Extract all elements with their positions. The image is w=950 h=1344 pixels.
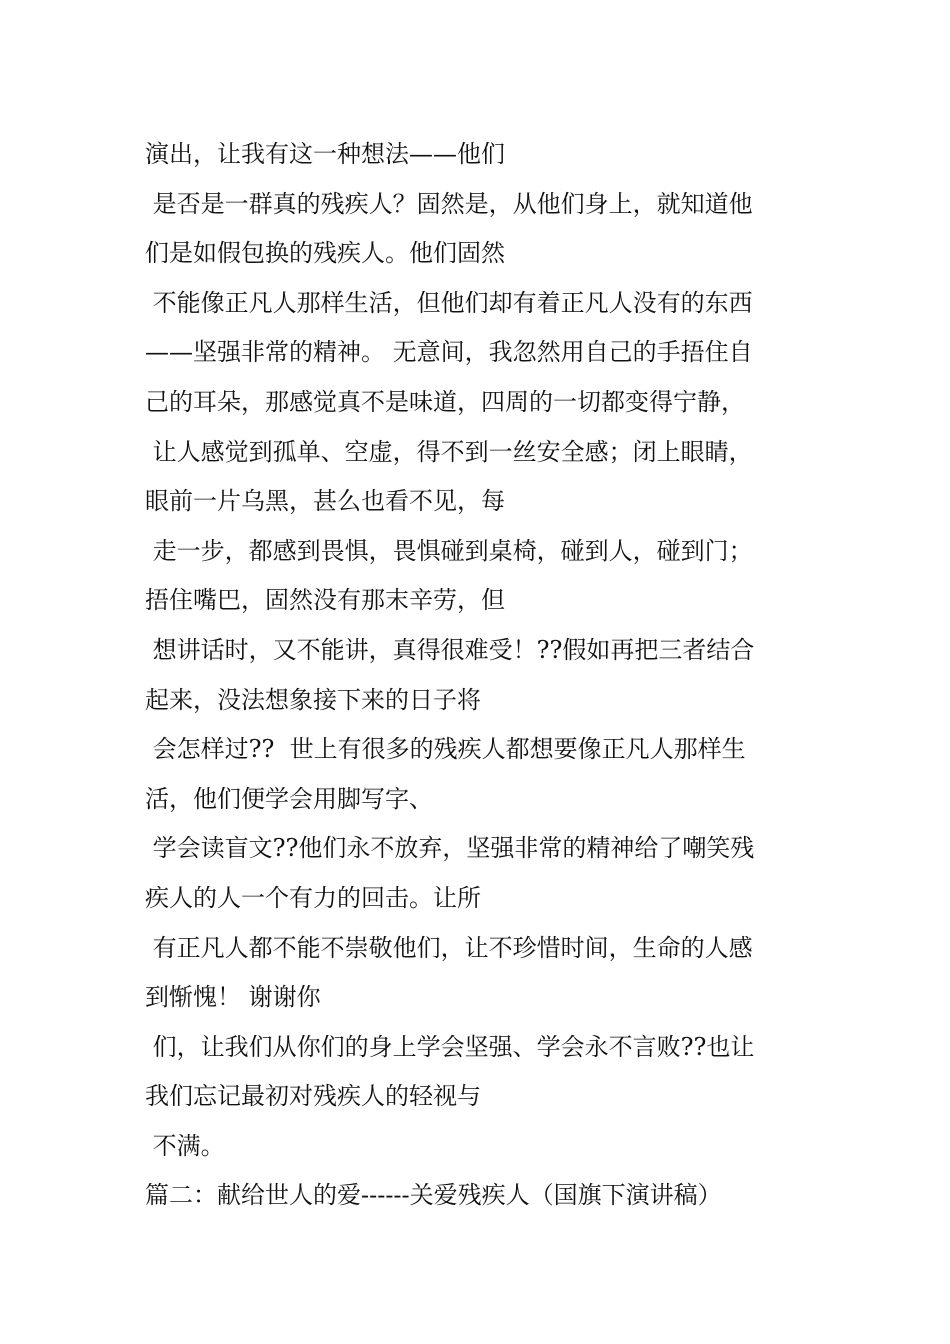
text-line: 捂住嘴巴，固然没有那末辛劳，但: [145, 586, 505, 615]
text-line: 疾人的人一个有力的回击。让所: [145, 883, 481, 912]
text-line: ——坚强非常的精神。 无意间，我忽然用自己的手捂住自: [145, 338, 753, 367]
text-line: 我们忘记最初对残疾人的轻视与: [145, 1082, 481, 1111]
text-line: 己的耳朵，那感觉真不是味道，四周的一切都变得宁静，: [145, 387, 745, 416]
text-line: 活，他们便学会用脚写字、: [145, 784, 433, 813]
text-line: 起来，没法想象接下来的日子将: [145, 685, 481, 714]
text-line: 们是如假包换的残疾人。他们固然: [145, 239, 505, 268]
text-line: 到惭愧！ 谢谢你: [145, 983, 321, 1012]
text-line: 眼前一片乌黑，甚么也看不见，每: [145, 487, 505, 516]
section-heading: 篇二：献给世人的爱------关爱残疾人（国旗下演讲稿）: [145, 1181, 722, 1210]
text-line: 演出，让我有这一种想法——他们: [145, 140, 505, 168]
text-line: 想讲话时，又不能讲，真得很难受！??假如再把三者结合: [145, 635, 755, 664]
text-line: 走一步，都感到畏惧，畏惧碰到桌椅，碰到人，碰到门；: [145, 536, 753, 565]
text-line: 不满。: [145, 1131, 225, 1160]
text-line: 让人感觉到孤单、空虚，得不到一丝安全感；闭上眼睛，: [145, 437, 753, 466]
text-line: 们，让我们从你们的身上学会坚强、学会永不言败??也让: [145, 1032, 755, 1061]
text-line: 学会读盲文??他们永不放弃，坚强非常的精神给了嘲笑残: [145, 834, 755, 863]
text-line: 有正凡人都不能不崇敬他们，让不珍惜时间，生命的人感: [145, 933, 753, 962]
document-body: [145, 130, 825, 1221]
text-line: 是否是一群真的残疾人？固然是，从他们身上，就知道他: [145, 189, 753, 218]
text-line: 会怎样过?? 世上有很多的残疾人都想要像正凡人那样生: [145, 735, 746, 764]
text-line: 不能像正凡人那样生活，但他们却有着正凡人没有的东西: [145, 288, 753, 317]
